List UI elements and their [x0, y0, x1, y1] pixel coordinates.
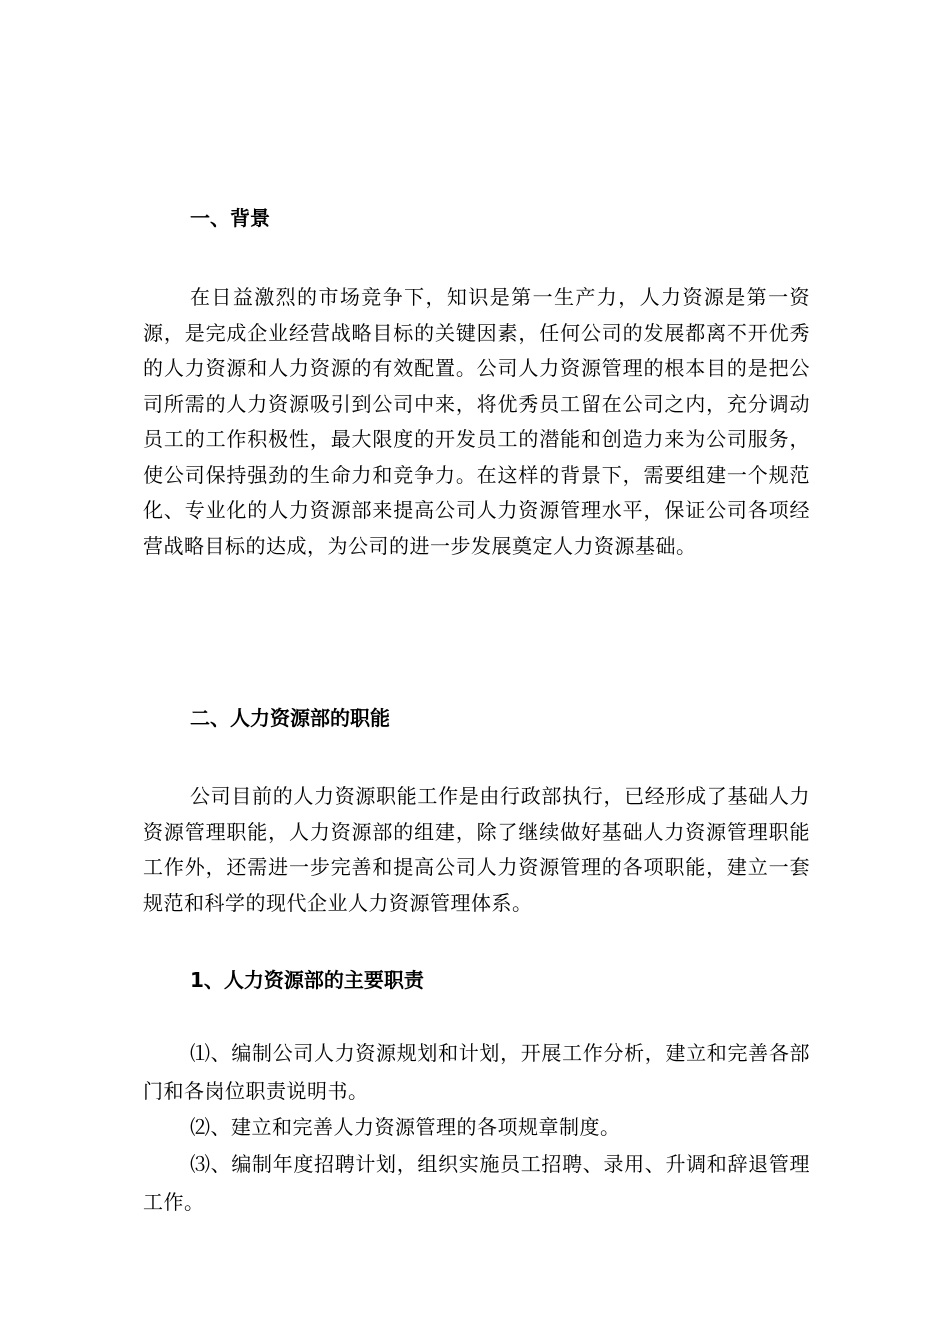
duty-item-2: ⑵、建立和完善人力资源管理的各项规章制度。	[190, 1115, 621, 1139]
section-1-paragraph: 在日益激烈的市场竞争下，知识是第一生产力，人力资源是第一资源，是完成企业经营战略目标的关键因素，任何公司的发展都离不开优秀的人力资源和人力资源的有效配置。公司人力资源管理的根本目的是把公司所需的人力资源吸引到公司中来，将优秀员工留在公司之内，充分调动员工的工作积极性，最大限度的开发员工的潜能和创造力来为公司服务，使公司保持强劲的生命力和竞争力。在这样的背景下，需要组建一个规范化、专业化的人力资源部来提高公司人力资源管理水平，保证公司各项经营战略目标的达成，为公司的进一步发展奠定人力资源基础。	[143, 285, 810, 558]
duty-item-1: ⑴、编制公司人力资源规划和计划，开展工作分析，建立和完善各部门和各岗位职责说明书。	[143, 1041, 810, 1103]
section-2-heading: 二、人力资源部的职能	[190, 706, 390, 730]
section-2-paragraph: 公司目前的人力资源职能工作是由行政部执行，已经形成了基础人力资源管理职能，人力资源部的组建，除了继续做好基础人力资源管理职能工作外，还需进一步完善和提高公司人力资源管理的各项职能，建立一套规范和科学的现代企业人力资源管理体系。	[143, 784, 810, 915]
subsection-1-heading: 1、人力资源部的主要职责	[190, 968, 424, 992]
section-1-heading: 一、背景	[190, 206, 270, 230]
duty-item-3: ⑶、编制年度招聘计划，组织实施员工招聘、录用、升调和辞退管理工作。	[143, 1152, 810, 1214]
